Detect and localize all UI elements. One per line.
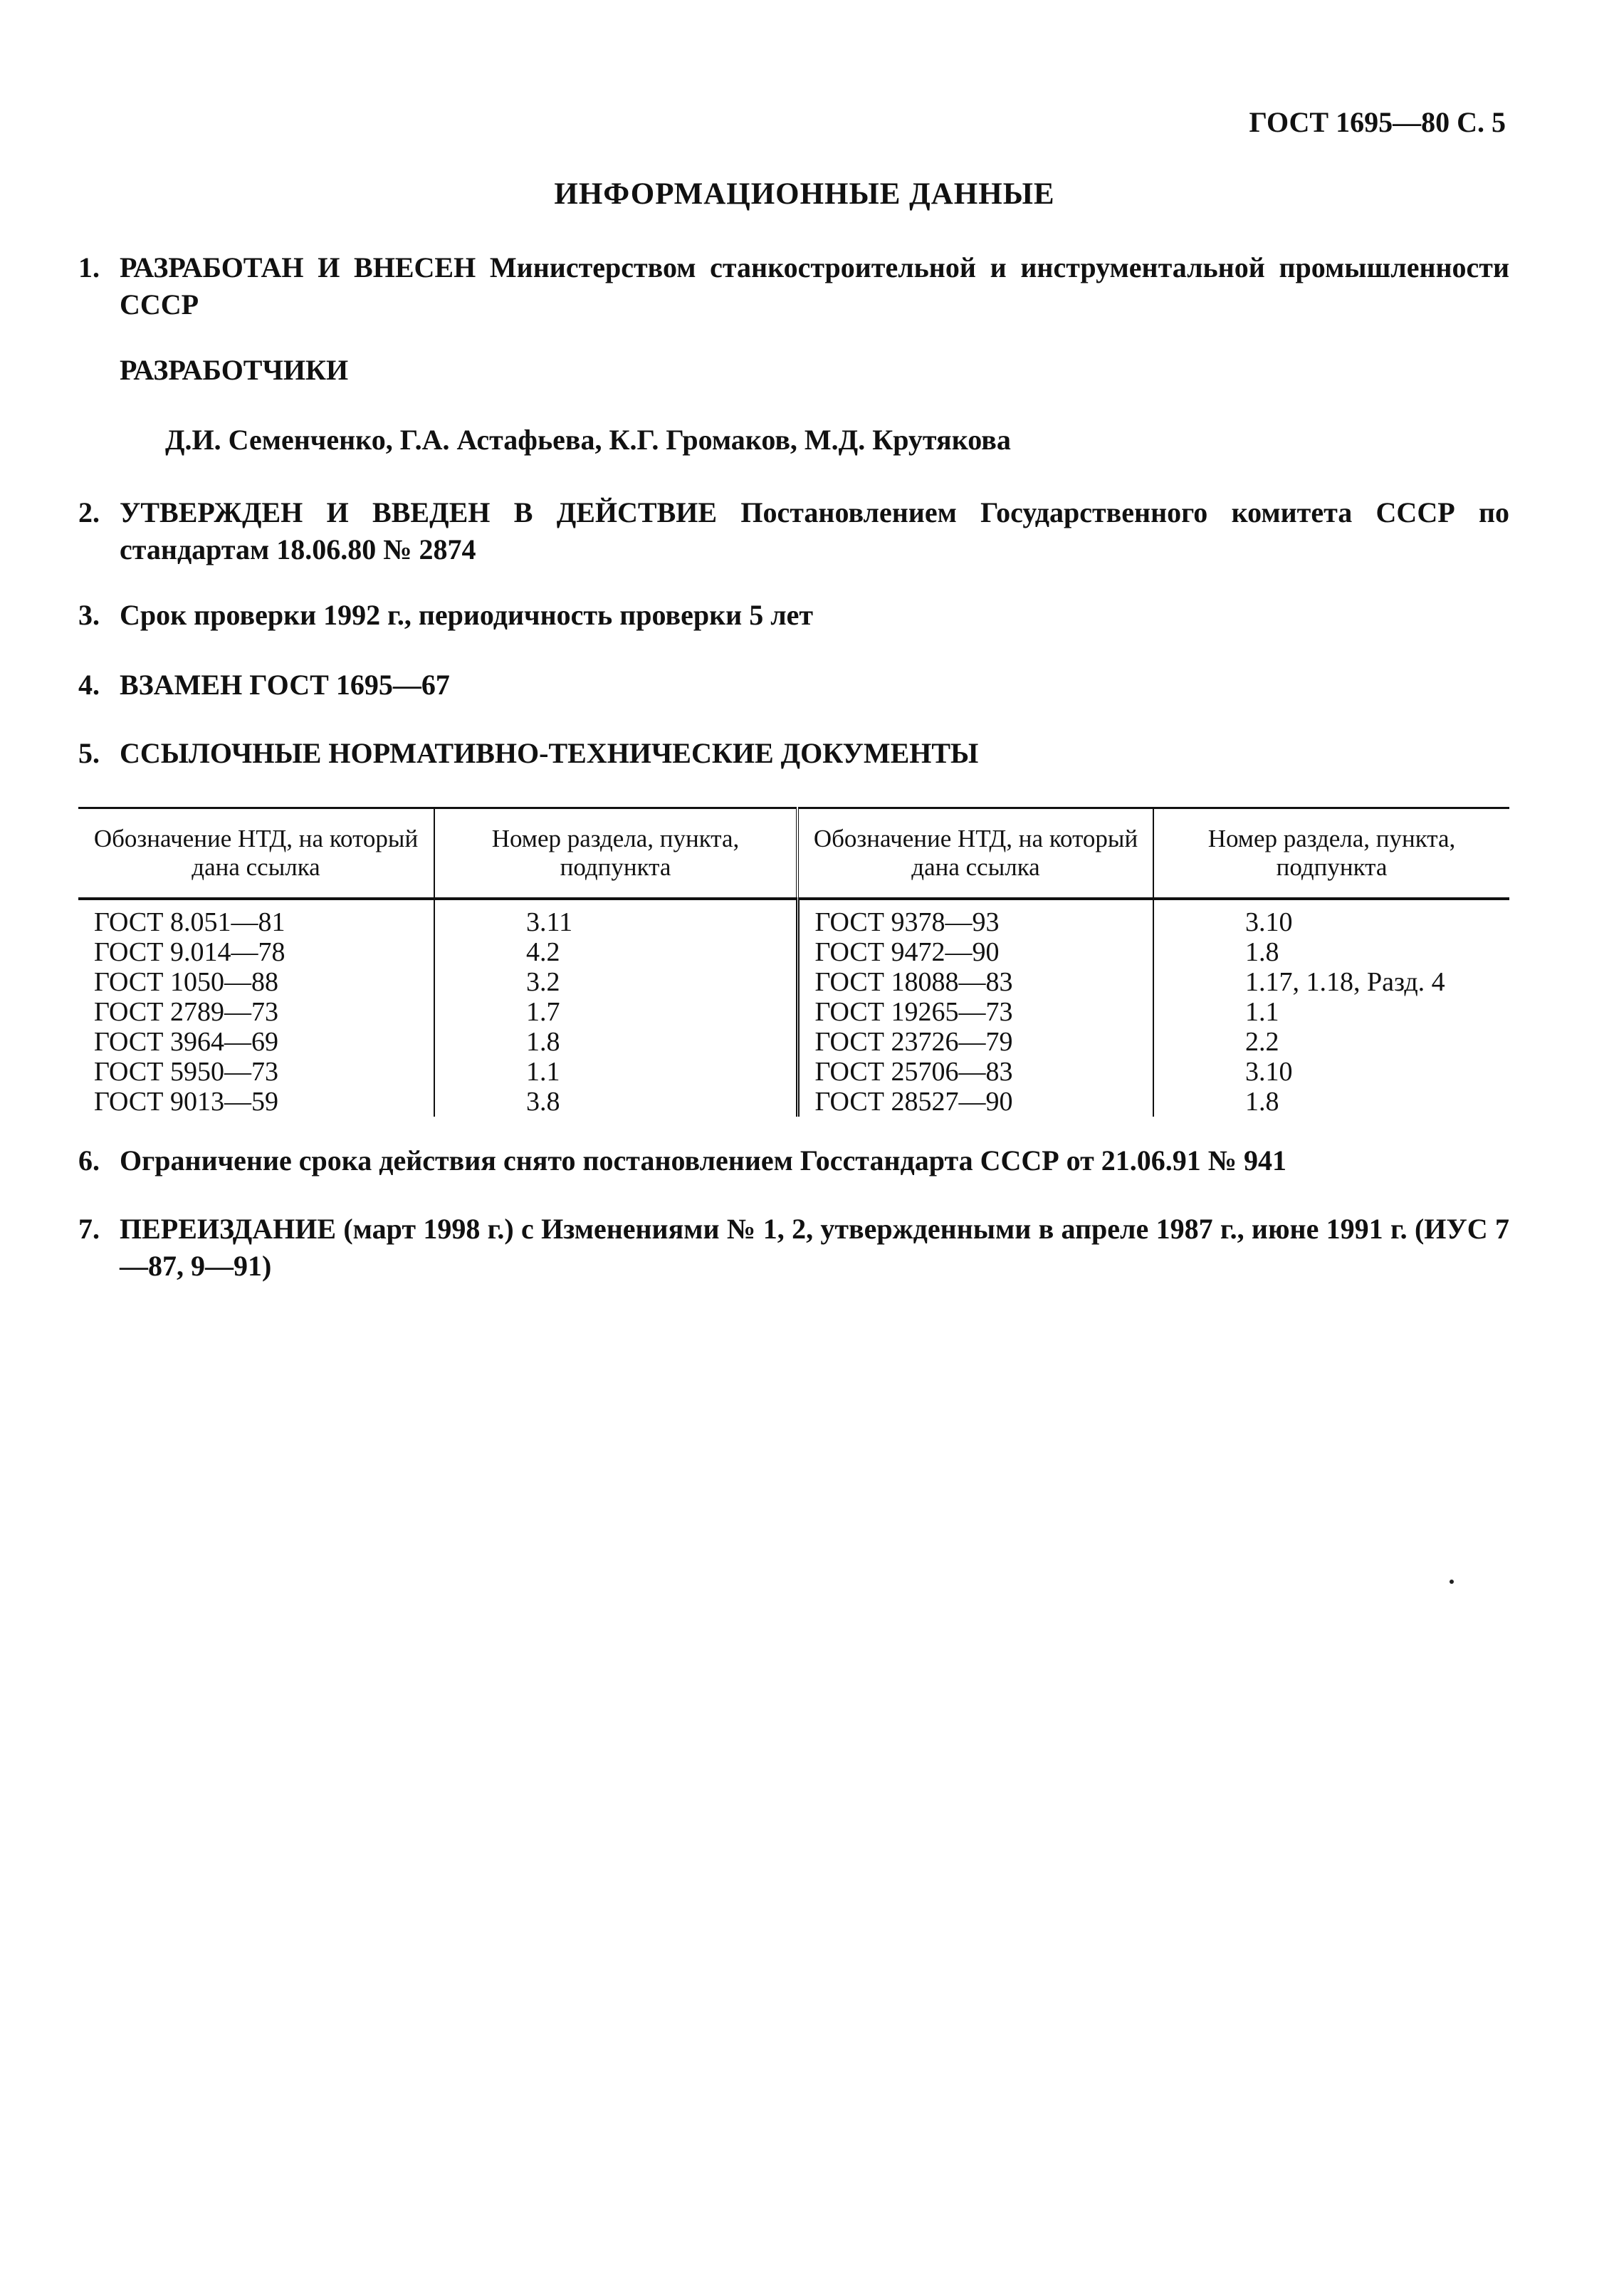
item-number: 4. xyxy=(78,669,100,701)
table-cell: 3.10 xyxy=(1153,899,1509,937)
table-cell: ГОСТ 9378—93 xyxy=(797,899,1153,937)
table-row xyxy=(78,997,1509,1027)
table-cell: 1.1 xyxy=(434,1057,797,1087)
reference-documents-table xyxy=(78,807,1509,1117)
info-item-3 xyxy=(78,597,1509,634)
table-cell: 3.2 xyxy=(434,967,797,997)
page-title: ИНФОРМАЦИОННЫЕ ДАННЫЕ xyxy=(554,177,1055,211)
item-text: (март 1998 г.) с Изменениями № 1, 2, утвержденными в апреле 1987 г., июне 1991 г. (ИУС 7—87, 9—91) xyxy=(120,1213,1509,1282)
item-text: Ограничение срока действия снято постановлением Госстандарта СССР от 21.06.91 № 941 xyxy=(120,1144,1286,1176)
table-cell: ГОСТ 8.051—81 xyxy=(94,907,285,937)
table-cell: 3.10 xyxy=(1153,1057,1509,1087)
table-cell: 1.8 xyxy=(1153,1087,1509,1117)
col-header-designation: Обозначение НТД, на который дана ссылка xyxy=(797,808,1153,899)
table-row xyxy=(78,1057,1509,1087)
page-header-ref: ГОСТ 1695—80 С. 5 xyxy=(1249,106,1506,138)
table-cell: ГОСТ 9013—59 xyxy=(94,1087,278,1117)
item-text: Постановлением Государственного комитета СССР по стандартам 18.06.80 № 2874 xyxy=(120,496,1510,565)
item-bold-text: ССЫЛОЧНЫЕ НОРМАТИВНО-ТЕХНИЧЕСКИЕ ДОКУМЕНТЫ xyxy=(120,737,979,769)
col-header-designation: Обозначение НТД, на который дана ссылка xyxy=(78,808,434,899)
table-cell: ГОСТ 1050—88 xyxy=(94,967,278,997)
table-row xyxy=(78,937,1509,967)
item-text: Срок проверки 1992 г., периодичность проверки 5 лет xyxy=(120,599,814,631)
table-cell: 3.8 xyxy=(434,1087,797,1117)
info-item-1 xyxy=(78,249,1509,323)
table-cell: ГОСТ 18088—83 xyxy=(797,967,1153,997)
table-cell: 1.17, 1.18, Разд. 4 xyxy=(1153,967,1509,997)
developers-heading: РАЗРАБОТЧИКИ xyxy=(120,354,349,386)
info-item-7 xyxy=(78,1211,1509,1285)
info-item-2 xyxy=(78,494,1509,568)
table-cell: ГОСТ 28527—90 xyxy=(797,1087,1153,1117)
info-item-4 xyxy=(78,667,1509,704)
table-cell: 3.11 xyxy=(434,899,797,937)
item-bold-text: ВЗАМЕН ГОСТ 1695—67 xyxy=(120,669,450,701)
table-cell: ГОСТ 2789—73 xyxy=(94,997,278,1027)
item-text: Министерством станкостроительной и инструментальной промышленности СССР xyxy=(120,251,1509,320)
table-cell: ГОСТ 9472—90 xyxy=(797,937,1153,967)
table-row xyxy=(78,1027,1509,1057)
table-cell: 1.1 xyxy=(1153,997,1509,1027)
table-cell: ГОСТ 19265—73 xyxy=(797,997,1153,1027)
item-bold-text: ПЕРЕИЗДАНИЕ xyxy=(120,1213,337,1245)
scan-speck xyxy=(1450,1580,1454,1584)
table-cell: ГОСТ 5950—73 xyxy=(94,1057,278,1087)
table-cell: ГОСТ 9.014—78 xyxy=(94,937,285,967)
table-cell: 1.7 xyxy=(434,997,797,1027)
table-cell: 4.2 xyxy=(434,937,797,967)
table-cell: 1.8 xyxy=(434,1027,797,1057)
item-bold-text: РАЗРАБОТАН И ВНЕСЕН xyxy=(120,251,476,283)
table-row xyxy=(78,899,1509,937)
col-header-section: Номер раздела, пункта, подпункта xyxy=(434,808,797,899)
table-cell: ГОСТ 25706—83 xyxy=(797,1057,1153,1087)
item-number: 3. xyxy=(78,599,100,631)
table-cell: ГОСТ 3964—69 xyxy=(94,1027,278,1057)
table-row xyxy=(78,967,1509,997)
table-cell: 1.8 xyxy=(1153,937,1509,967)
col-header-section: Номер раздела, пункта, подпункта xyxy=(1153,808,1509,899)
item-number: 2. xyxy=(78,496,100,528)
table-cell: ГОСТ 23726—79 xyxy=(797,1027,1153,1057)
table-cell: 2.2 xyxy=(1153,1027,1509,1057)
item-bold-text: УТВЕРЖДЕН И ВВЕДЕН В ДЕЙСТВИЕ xyxy=(120,496,718,528)
info-item-6 xyxy=(78,1142,1509,1179)
info-item-5 xyxy=(78,735,1509,772)
item-number: 7. xyxy=(78,1213,100,1245)
item-number: 5. xyxy=(78,737,100,769)
item-number: 1. xyxy=(78,251,100,283)
item-number: 6. xyxy=(78,1144,100,1176)
table-header-row xyxy=(78,808,1509,899)
developers-names: Д.И. Семенченко, Г.А. Астафьева, К.Г. Громаков, М.Д. Крутякова xyxy=(165,424,1011,456)
table-row xyxy=(78,1087,1509,1117)
